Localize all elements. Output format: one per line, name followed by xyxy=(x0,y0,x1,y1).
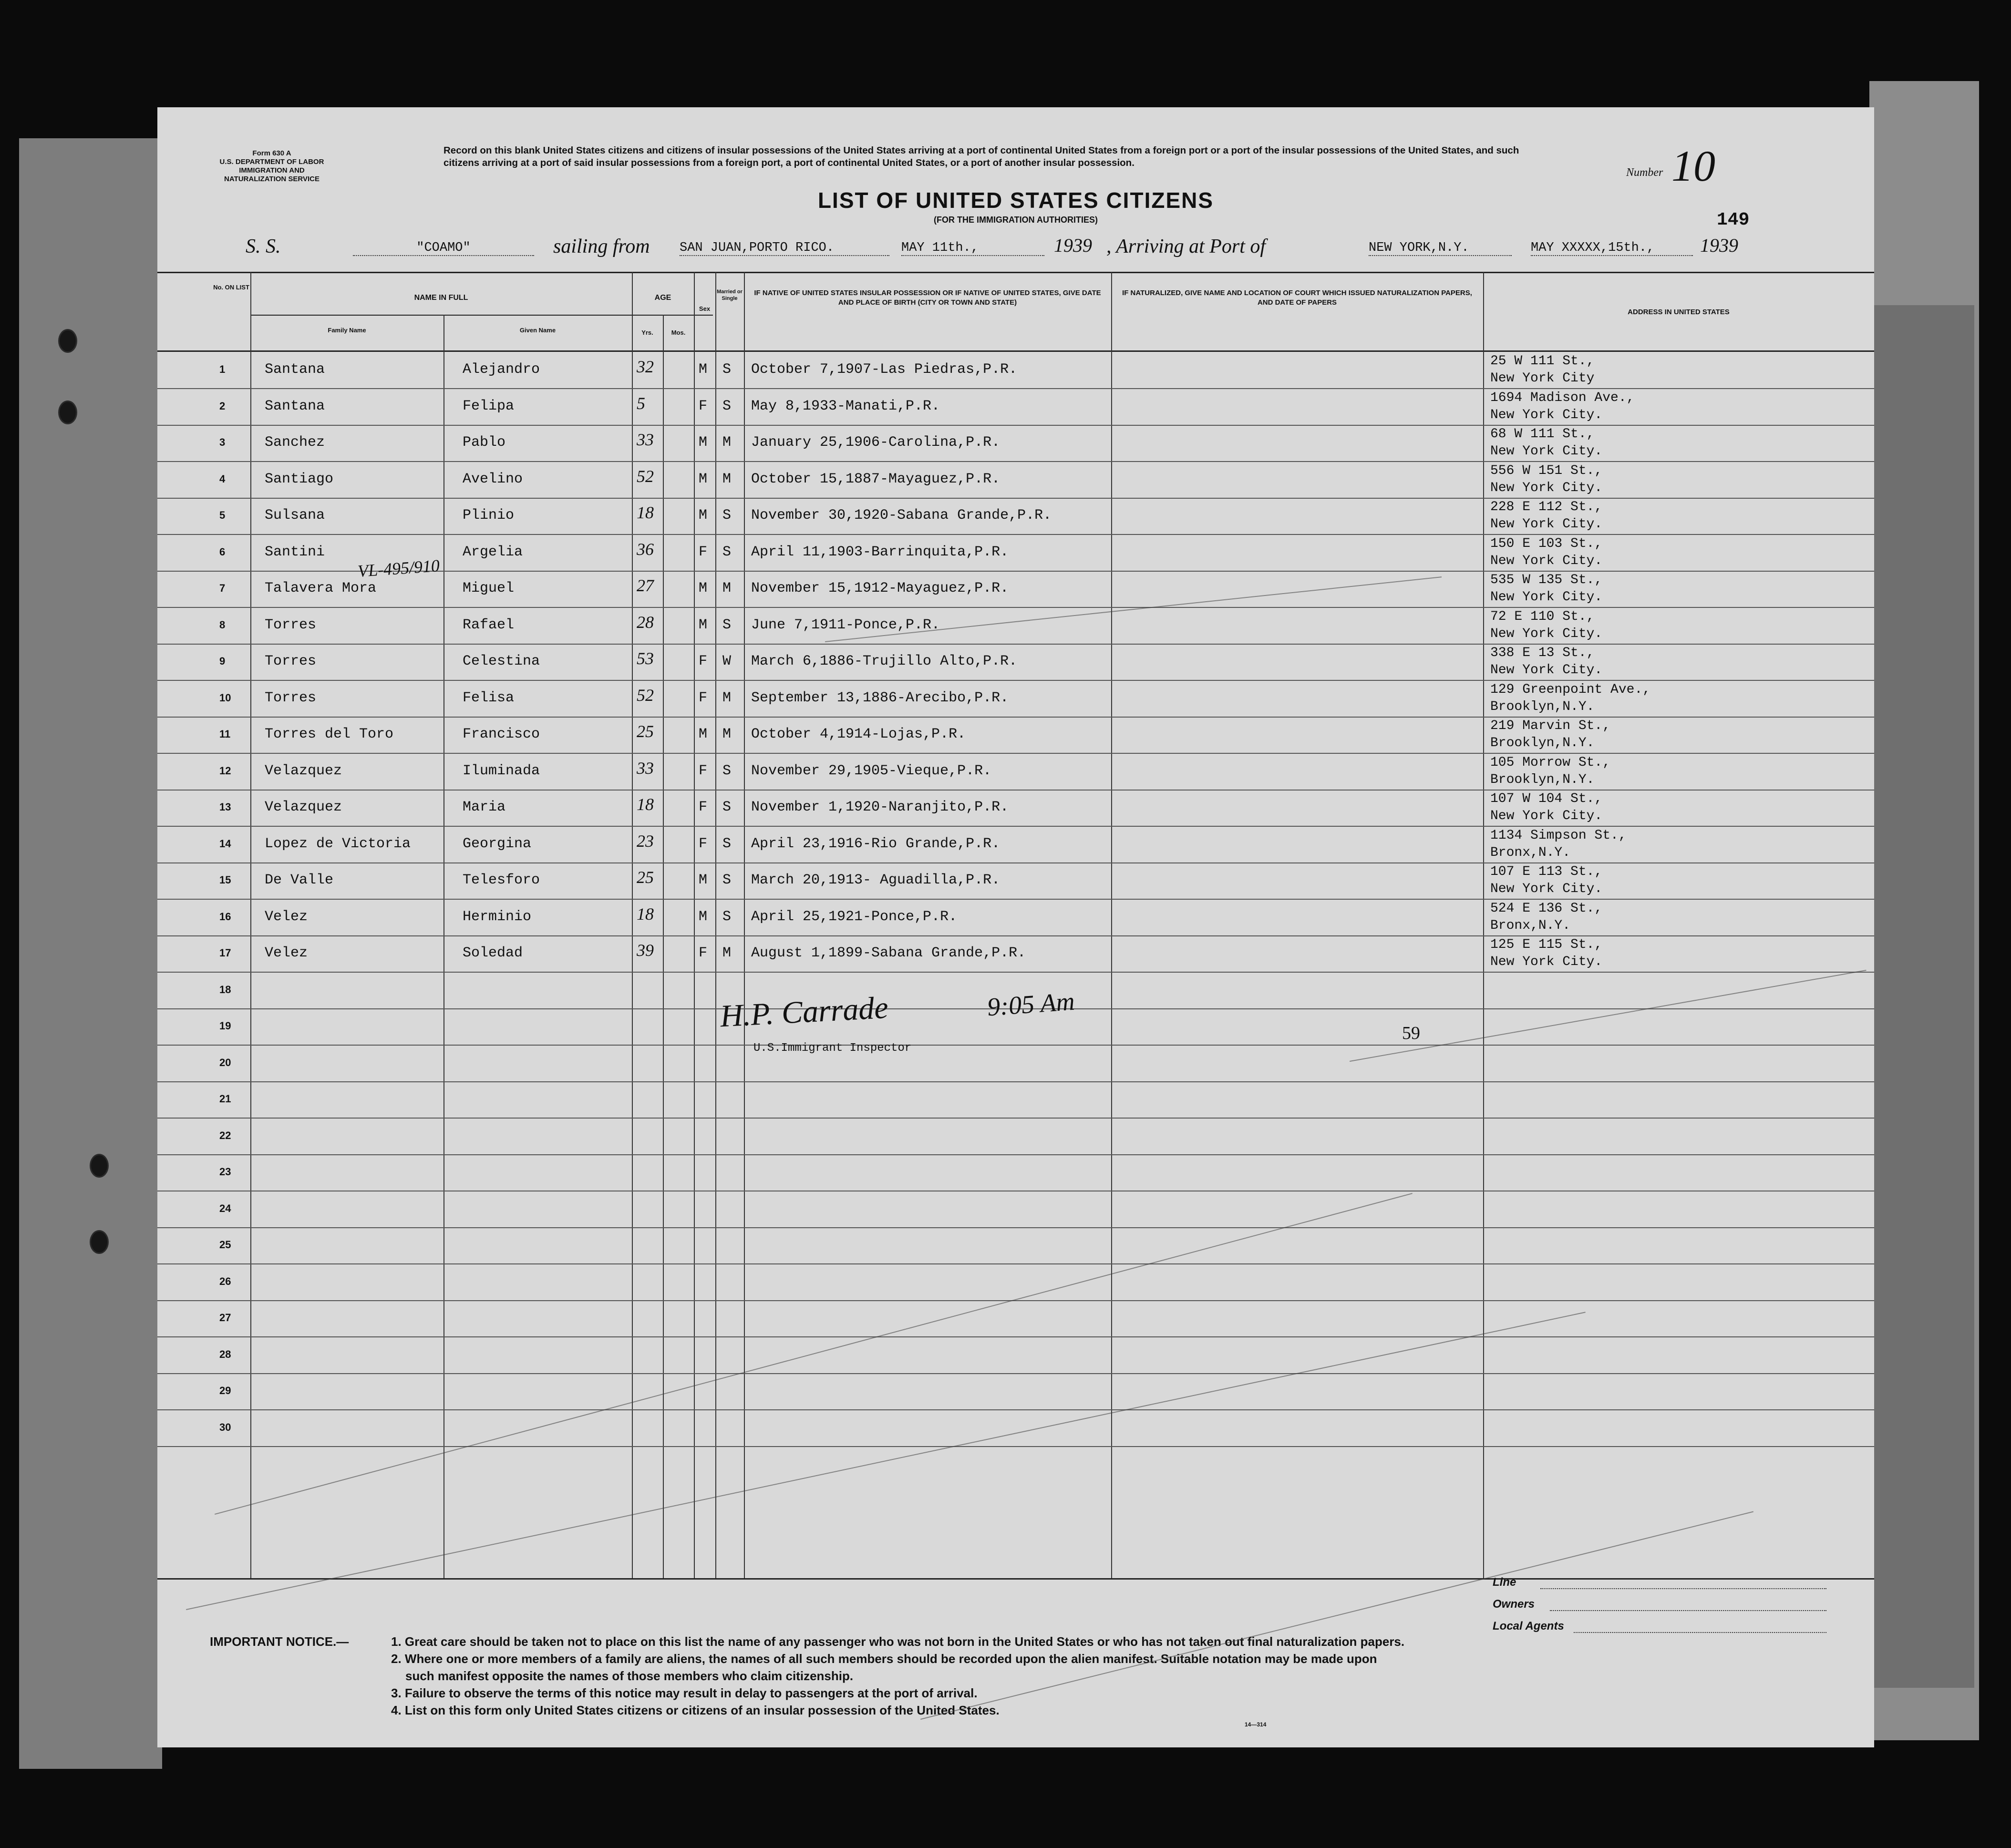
sex: M xyxy=(699,471,708,487)
sex: F xyxy=(699,544,708,560)
notice-item-1: 1. Great care should be taken not to place on this list the name of any passenger who was not born in the United States or who has not taken out final naturalization papers. xyxy=(391,1634,1405,1649)
notice-header: IMPORTANT NOTICE.— xyxy=(210,1634,349,1649)
age-years: 5 xyxy=(637,393,645,413)
address-line-1: 228 E 112 St., xyxy=(1490,500,1603,514)
address-line-1: 556 W 151 St., xyxy=(1490,463,1603,478)
empty-row xyxy=(157,1119,1874,1155)
address-line-1: 72 E 110 St., xyxy=(1490,609,1595,624)
passenger-row xyxy=(157,426,1874,462)
marital-status: M xyxy=(722,945,732,961)
family-name: Velez xyxy=(265,945,308,961)
empty-row xyxy=(157,1192,1874,1228)
address-line-1: 1694 Madison Ave., xyxy=(1490,390,1635,405)
given-name: Argelia xyxy=(463,544,523,560)
division: IMMIGRATION AND xyxy=(239,166,305,175)
row-number: 10 xyxy=(219,691,231,704)
address-line-2: Brooklyn,N.Y. xyxy=(1490,699,1595,714)
empty-row xyxy=(157,1046,1874,1082)
sex: F xyxy=(699,398,708,414)
marital-status: S xyxy=(722,398,732,414)
row-number: 9 xyxy=(219,655,226,667)
address-line-1: 524 E 136 St., xyxy=(1490,901,1603,916)
address-line-2: New York City. xyxy=(1490,444,1603,459)
sex: F xyxy=(699,799,708,815)
voyage-line xyxy=(157,235,1874,259)
row-number: 3 xyxy=(219,436,226,448)
birth-date-place: March 6,1886-Trujillo Alto,P.R. xyxy=(751,653,1018,669)
line-label: Line xyxy=(1493,1576,1516,1589)
header-given-name: Given Name xyxy=(519,327,556,334)
scratch-mark xyxy=(920,1511,1753,1720)
marital-status: M xyxy=(722,580,732,596)
passenger-row xyxy=(157,681,1874,718)
row-number: 21 xyxy=(219,1093,231,1105)
age-years: 18 xyxy=(637,503,654,522)
age-years: 18 xyxy=(637,904,654,924)
header-married-single: Married or Single xyxy=(717,289,743,301)
address-line-2: New York City. xyxy=(1490,663,1603,678)
binder-hole xyxy=(90,1154,109,1178)
passenger-row xyxy=(157,900,1874,936)
given-name: Herminio xyxy=(463,908,532,925)
family-name: Velazquez xyxy=(265,799,342,815)
marital-status: S xyxy=(722,616,732,633)
given-name: Celestina xyxy=(463,653,540,669)
marital-status: S xyxy=(722,908,732,925)
arrival-port: NEW YORK,N.Y. xyxy=(1369,241,1512,256)
row-number: 13 xyxy=(219,801,231,813)
address-line-2: New York City. xyxy=(1490,955,1603,969)
address-line-2: Brooklyn,N.Y. xyxy=(1490,736,1595,750)
binder-hole xyxy=(90,1230,109,1254)
address-line-1: 125 E 115 St., xyxy=(1490,937,1603,952)
family-name: Santana xyxy=(265,398,325,414)
address-line-2: New York City. xyxy=(1490,553,1603,568)
header-bottom-rule xyxy=(157,350,1874,352)
row-number: 6 xyxy=(219,545,226,558)
empty-row xyxy=(157,1338,1874,1374)
notice-item-4: 4. List on this form only United States citizens or citizens of an insular possession of the United States. xyxy=(391,1703,1000,1717)
notice-item-2: 2. Where one or more members of a family are aliens, the names of all such members should be recorded upon the alien manifest. Suitable notation may be made upon xyxy=(391,1652,1377,1666)
row-number: 11 xyxy=(219,728,231,740)
passenger-row xyxy=(157,645,1874,681)
marital-status: S xyxy=(722,544,732,560)
age-years: 25 xyxy=(637,722,654,741)
line-field xyxy=(1540,1588,1826,1589)
family-name: Torres xyxy=(265,689,317,706)
empty-row xyxy=(157,1265,1874,1301)
age-years: 39 xyxy=(637,941,654,960)
age-years: 18 xyxy=(637,795,654,814)
given-name: Miguel xyxy=(463,580,515,596)
row-number: 5 xyxy=(219,509,226,521)
empty-row xyxy=(157,1228,1874,1264)
row-number: 16 xyxy=(219,910,231,923)
inspector-signature: H.P. Carrade xyxy=(719,990,889,1034)
marital-status: S xyxy=(722,507,732,524)
birth-date-place: June 7,1911-Ponce,P.R. xyxy=(751,616,940,633)
row-number: 7 xyxy=(219,582,226,594)
age-years: 23 xyxy=(637,831,654,851)
table-bottom-rule xyxy=(157,1578,1874,1580)
marital-status: S xyxy=(722,872,732,888)
passenger-count: 59 xyxy=(1402,1023,1420,1043)
address-line-1: 150 E 103 St., xyxy=(1490,536,1603,551)
given-name: Plinio xyxy=(463,507,515,524)
passenger-row xyxy=(157,791,1874,827)
binder-hole xyxy=(58,329,77,353)
notice-item-3: 3. Failure to observe the terms of this notice may result in delay to passengers at the port of arrival. xyxy=(391,1686,978,1700)
address-line-1: 535 W 135 St., xyxy=(1490,573,1603,587)
family-name: Velazquez xyxy=(265,762,342,779)
row-number: 2 xyxy=(219,400,226,412)
age-years: 52 xyxy=(637,466,654,486)
header-mos: Mos. xyxy=(671,329,686,336)
address-line-1: 338 E 13 St., xyxy=(1490,646,1595,660)
header-address: ADDRESS IN UNITED STATES xyxy=(1628,308,1730,316)
row-rule xyxy=(157,1446,1874,1447)
family-name: Santana xyxy=(265,361,325,378)
sex: F xyxy=(699,835,708,852)
family-name: De Valle xyxy=(265,872,334,888)
header-name-in-full: NAME IN FULL xyxy=(414,294,468,302)
passenger-row xyxy=(157,754,1874,791)
address-line-1: 105 Morrow St., xyxy=(1490,755,1611,770)
form-number: Form 630 A xyxy=(252,149,291,157)
birth-date-place: November 29,1905-Vieque,P.R. xyxy=(751,762,992,779)
row-number: 20 xyxy=(219,1056,231,1068)
age-years: 32 xyxy=(637,357,654,376)
birth-date-place: April 23,1916-Rio Grande,P.R. xyxy=(751,835,1000,852)
inspector-title: U.S.Immigrant Inspector xyxy=(753,1042,912,1055)
sex: M xyxy=(699,726,708,742)
header-age: AGE xyxy=(654,294,671,302)
empty-row xyxy=(157,1411,1874,1447)
manifest-page xyxy=(157,107,1874,1747)
sex: M xyxy=(699,908,708,925)
departure-year: 1939 xyxy=(1054,235,1092,256)
row-number: 1 xyxy=(219,363,226,375)
underlying-page xyxy=(19,138,162,1769)
header-sex: Sex xyxy=(699,305,711,312)
passenger-row xyxy=(157,936,1874,973)
form-identifier xyxy=(200,149,343,184)
page-stamp: 149 xyxy=(1717,210,1750,230)
sex: M xyxy=(699,580,708,596)
age-years: 33 xyxy=(637,430,654,449)
marital-status: M xyxy=(722,689,732,706)
given-name: Felipa xyxy=(463,398,515,414)
inspection-time: 9:05 Am xyxy=(986,986,1076,1022)
record-instructions: Record on this blank United States citizens and citizens of insular possessions of the United States arriving at a port of continental United States from a foreign port or a port of the insular possessions of the United States, and such citizens arriving at a port of said insular possessions from a foreign port, a port of continental United States, or a port of another insular possession. xyxy=(443,145,1519,168)
row-number: 23 xyxy=(219,1166,231,1178)
family-name: Talavera Mora xyxy=(265,580,377,596)
given-name: Pablo xyxy=(463,434,506,451)
given-name: Rafael xyxy=(463,616,515,633)
print-code: 14—314 xyxy=(1245,1721,1267,1728)
header-birth: IF NATIVE OF UNITED STATES INSULAR POSSESSION OR IF NATIVE OF UNITED STATES, GIVE DATE AND PLACE OF BIRTH (CITY OR TOWN AND STATE) xyxy=(754,289,1101,307)
owners-field xyxy=(1550,1610,1826,1611)
sex: M xyxy=(699,872,708,888)
address-line-1: 129 Greenpoint Ave., xyxy=(1490,682,1651,697)
given-name: Georgina xyxy=(463,835,532,852)
birth-date-place: April 25,1921-Ponce,P.R. xyxy=(751,908,958,925)
address-line-1: 219 Marvin St., xyxy=(1490,719,1611,733)
arrival-year: 1939 xyxy=(1700,235,1738,256)
address-line-2: New York City. xyxy=(1490,590,1603,605)
address-line-2: Bronx,N.Y. xyxy=(1490,918,1571,933)
empty-row xyxy=(157,1374,1874,1410)
row-number: 15 xyxy=(219,874,231,886)
row-number: 30 xyxy=(219,1421,231,1433)
address-line-1: 107 E 113 St., xyxy=(1490,864,1603,879)
local-agents-label: Local Agents xyxy=(1493,1620,1564,1632)
marital-status: S xyxy=(722,762,732,779)
marital-status: M xyxy=(722,726,732,742)
marital-status: W xyxy=(722,653,732,669)
row-number: 18 xyxy=(219,983,231,996)
given-name: Alejandro xyxy=(463,361,540,378)
sex: F xyxy=(699,945,708,961)
ss-label: S. S. xyxy=(246,236,281,257)
passenger-row xyxy=(157,499,1874,535)
row-number: 26 xyxy=(219,1275,231,1287)
given-name: Felisa xyxy=(463,689,515,706)
birth-date-place: September 13,1886-Arecibo,P.R. xyxy=(751,689,1009,706)
age-years: 28 xyxy=(637,612,654,632)
row-number: 24 xyxy=(219,1202,231,1214)
row6-annotation: VL-495/910 xyxy=(357,556,441,581)
row-number: 8 xyxy=(219,618,226,631)
sex: M xyxy=(699,616,708,633)
row-number: 17 xyxy=(219,947,231,959)
notice-item-2-cont: such manifest opposite the names of those members who claim citizenship. xyxy=(405,1669,854,1683)
age-years: 27 xyxy=(637,576,654,595)
sex: F xyxy=(699,689,708,706)
address-line-1: 68 W 111 St., xyxy=(1490,427,1595,441)
local-agents-field xyxy=(1574,1632,1826,1633)
address-line-1: 25 W 111 St., xyxy=(1490,354,1595,369)
family-name: Sanchez xyxy=(265,434,325,451)
family-name: Torres xyxy=(265,653,317,669)
header-no-on-list: No. ON LIST xyxy=(213,284,249,291)
family-name: Lopez de Victoria xyxy=(265,835,411,852)
address-line-2: Bronx,N.Y. xyxy=(1490,845,1571,860)
address-line-1: 1134 Simpson St., xyxy=(1490,828,1627,843)
passenger-row xyxy=(157,863,1874,900)
ship-name: "COAMO" xyxy=(353,241,534,256)
family-name: Velez xyxy=(265,908,308,925)
family-name: Sulsana xyxy=(265,507,325,524)
given-name: Maria xyxy=(463,799,506,815)
age-years: 52 xyxy=(637,685,654,705)
row-number: 12 xyxy=(219,764,231,777)
birth-date-place: April 11,1903-Barrinquita,P.R. xyxy=(751,544,1009,560)
age-years: 53 xyxy=(637,649,654,668)
address-line-2: New York City xyxy=(1490,371,1595,386)
address-line-1: 107 W 104 St., xyxy=(1490,791,1603,806)
marital-status: M xyxy=(722,434,732,451)
marital-status: S xyxy=(722,835,732,852)
family-name: Santiago xyxy=(265,471,334,487)
age-years: 36 xyxy=(637,539,654,559)
passenger-row xyxy=(157,608,1874,645)
passenger-row xyxy=(157,827,1874,863)
family-name: Torres del Toro xyxy=(265,726,394,742)
birth-date-place: November 30,1920-Sabana Grande,P.R. xyxy=(751,507,1052,524)
sex: M xyxy=(699,507,708,524)
page-title: LIST OF UNITED STATES CITIZENS xyxy=(817,188,1214,213)
family-name: Santini xyxy=(265,544,325,560)
header-naturalized: IF NATURALIZED, GIVE NAME AND LOCATION OF COURT WHICH ISSUED NATURALIZATION PAPERS, AND DATE OF PAPERS xyxy=(1122,289,1472,307)
passenger-row xyxy=(157,353,1874,389)
empty-row xyxy=(157,1301,1874,1337)
address-line-2: New York City. xyxy=(1490,407,1603,422)
row-number: 4 xyxy=(219,472,226,485)
header-yrs: Yrs. xyxy=(641,329,653,336)
empty-row xyxy=(157,1155,1874,1191)
address-line-2: New York City. xyxy=(1490,809,1603,823)
birth-date-place: May 8,1933-Manati,P.R. xyxy=(751,398,940,414)
birth-date-place: November 15,1912-Mayaguez,P.R. xyxy=(751,580,1009,596)
passenger-row xyxy=(157,390,1874,426)
binder-hole xyxy=(58,400,77,424)
marital-status: S xyxy=(722,361,732,378)
owners-label: Owners xyxy=(1493,1598,1535,1611)
birth-date-place: January 25,1906-Carolina,P.R. xyxy=(751,434,1000,451)
department: U.S. DEPARTMENT OF LABOR xyxy=(219,158,324,166)
row-number: 27 xyxy=(219,1312,231,1324)
number-label: Number xyxy=(1626,166,1663,179)
arriving-label: , Arriving at Port of xyxy=(1106,236,1266,257)
address-line-2: New York City. xyxy=(1490,882,1603,896)
list-number: 10 xyxy=(1671,142,1715,190)
birth-date-place: November 1,1920-Naranjito,P.R. xyxy=(751,799,1009,815)
marital-status: M xyxy=(722,471,732,487)
age-years: 33 xyxy=(637,758,654,778)
birth-date-place: August 1,1899-Sabana Grande,P.R. xyxy=(751,945,1026,961)
birth-date-place: October 7,1907-Las Piedras,P.R. xyxy=(751,361,1018,378)
row-number: 25 xyxy=(219,1239,231,1251)
age-years: 25 xyxy=(637,868,654,887)
given-name: Avelino xyxy=(463,471,523,487)
row-number: 29 xyxy=(219,1385,231,1396)
sex: F xyxy=(699,762,708,779)
table-top-rule xyxy=(157,272,1874,273)
arrival-date: MAY XXXXX,15th., xyxy=(1531,241,1693,256)
address-line-2: New York City. xyxy=(1490,517,1603,532)
sex: M xyxy=(699,434,708,451)
birth-date-place: October 15,1887-Mayaguez,P.R. xyxy=(751,471,1000,487)
underlying-page xyxy=(1874,305,1974,1688)
given-name: Soledad xyxy=(463,945,523,961)
header-family-name: Family Name xyxy=(328,327,366,334)
marital-status: S xyxy=(722,799,732,815)
row-number: 22 xyxy=(219,1129,231,1141)
family-name: Torres xyxy=(265,616,317,633)
page-subtitle: (FOR THE IMMIGRATION AUTHORITIES) xyxy=(934,215,1098,225)
row-number: 28 xyxy=(219,1348,231,1360)
departure-port: SAN JUAN,PORTO RICO. xyxy=(680,241,889,256)
service: NATURALIZATION SERVICE xyxy=(224,175,320,183)
given-name: Francisco xyxy=(463,726,540,742)
address-line-2: New York City. xyxy=(1490,626,1603,641)
sex: M xyxy=(699,361,708,378)
sex: F xyxy=(699,653,708,669)
sailing-label: sailing from xyxy=(553,236,650,257)
passenger-row xyxy=(157,462,1874,499)
passenger-row xyxy=(157,718,1874,754)
address-line-2: New York City. xyxy=(1490,480,1603,495)
empty-row xyxy=(157,1082,1874,1119)
birth-date-place: October 4,1914-Lojas,P.R. xyxy=(751,726,966,742)
given-name: Iluminada xyxy=(463,762,540,779)
birth-date-place: March 20,1913- Aguadilla,P.R. xyxy=(751,872,1000,888)
row-number: 19 xyxy=(219,1020,231,1032)
departure-date: MAY 11th., xyxy=(901,241,1044,256)
address-line-2: Brooklyn,N.Y. xyxy=(1490,772,1595,787)
given-name: Telesforo xyxy=(463,872,540,888)
row-number: 14 xyxy=(219,837,231,850)
name-subheader-rule xyxy=(250,315,713,316)
